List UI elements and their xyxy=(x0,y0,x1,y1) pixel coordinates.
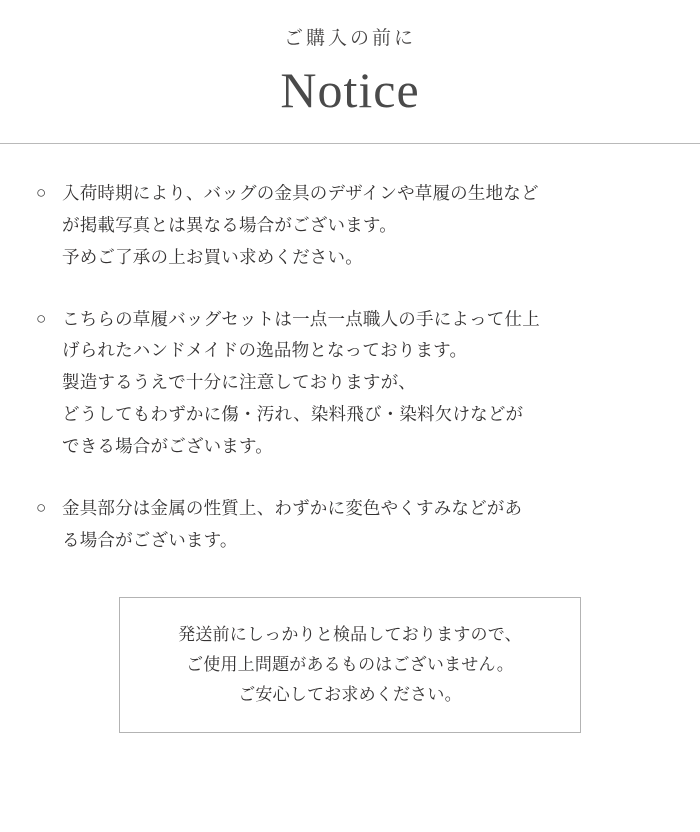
notice-line: が掲載写真とは異なる場合がございます。 xyxy=(62,214,397,235)
page-title: Notice xyxy=(280,61,420,118)
notice-line: どうしてもわずかに傷・汚れ、染料飛び・染料欠けなどが xyxy=(62,404,524,425)
notice-item xyxy=(36,178,664,274)
notice-line: 製造するうえで十分に注意しておりますが、 xyxy=(62,372,416,393)
notice-line: 入荷時期により、バッグの金具のデザインや草履の生地など xyxy=(62,183,539,204)
notice-line: 金具部分は金属の性質上、わずかに変色やくすみなどがあ xyxy=(62,497,523,518)
notice-line: できる場合がございます。 xyxy=(62,436,273,456)
notice-item xyxy=(36,304,664,463)
notice-item xyxy=(36,493,664,557)
notice-line: る場合がございます。 xyxy=(62,529,238,550)
notice-content xyxy=(0,144,700,733)
notice-line: こちらの草履バッグセットは一点一点職人の手によって仕上 xyxy=(62,308,540,329)
bullet-circle-icon: ○ xyxy=(36,308,47,328)
notice-item-text xyxy=(62,178,664,274)
boxed-note-line: 発送前にしっかりと検品しておりますので、 xyxy=(178,624,522,644)
boxed-note-line: ご安心してお求めください。 xyxy=(238,685,462,705)
page-header xyxy=(0,0,700,121)
notice-line: 予めご了承の上お買い求めください。 xyxy=(62,246,363,267)
bullet-circle-icon: ○ xyxy=(36,183,47,203)
notice-item-text xyxy=(62,493,664,557)
boxed-note xyxy=(119,597,581,734)
notice-line: げられたハンドメイドの逸品物となっております。 xyxy=(62,340,468,361)
boxed-note-line: ご使用上問題があるものはございません。 xyxy=(186,654,514,674)
notice-item-text xyxy=(62,304,664,463)
boxed-note-wrapper xyxy=(36,597,664,734)
header-kicker: ご購入の前に xyxy=(283,28,416,49)
bullet-circle-icon: ○ xyxy=(36,497,47,517)
